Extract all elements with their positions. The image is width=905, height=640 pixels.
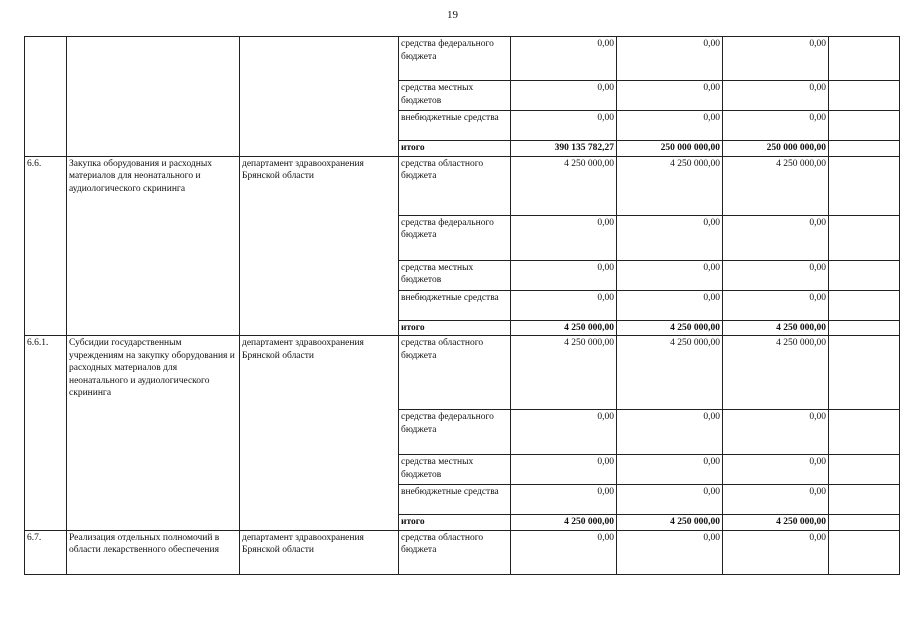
total-amount: 250 000 000,00: [723, 141, 829, 157]
amount-cell: 0,00: [511, 111, 617, 141]
funding-source: средства федерального бюджета: [399, 37, 511, 81]
amount-cell: 0,00: [723, 37, 829, 81]
empty-cell: [829, 515, 900, 531]
amount-cell: 0,00: [617, 530, 723, 574]
table-row: [25, 156, 900, 215]
amount-cell: 0,00: [617, 37, 723, 81]
amount-cell: 0,00: [511, 485, 617, 515]
empty-cell: [829, 156, 900, 215]
amount-cell: 0,00: [511, 290, 617, 320]
amount-cell: 0,00: [617, 111, 723, 141]
amount-cell: 0,00: [511, 455, 617, 485]
empty-cell: [829, 111, 900, 141]
funding-source: средства областного бюджета: [399, 336, 511, 410]
empty-cell: [829, 215, 900, 260]
funding-source: средства федерального бюджета: [399, 410, 511, 455]
budget-table: [24, 36, 900, 575]
item-number: 6.6.1.: [25, 336, 67, 531]
empty-cell: [829, 260, 900, 290]
total-label: итого: [399, 141, 511, 157]
amount-cell: 0,00: [511, 530, 617, 574]
amount-cell: 0,00: [723, 485, 829, 515]
amount-cell: 0,00: [617, 215, 723, 260]
empty-cell: [829, 485, 900, 515]
empty-cell: [829, 141, 900, 157]
amount-cell: 0,00: [617, 455, 723, 485]
empty-cell: [829, 320, 900, 336]
item-executor: департамент здравоохранения Брянской области: [240, 336, 399, 531]
empty-cell: [829, 37, 900, 81]
item-name: Субсидии государственным учреждениям на закупку оборудования и расходных материалов для неонатального и аудиологического скрининга: [67, 336, 240, 531]
amount-cell: 0,00: [511, 260, 617, 290]
funding-source: средства местных бюджетов: [399, 260, 511, 290]
amount-cell: 0,00: [617, 410, 723, 455]
amount-cell: 0,00: [511, 37, 617, 81]
amount-cell: 0,00: [723, 455, 829, 485]
total-amount: 4 250 000,00: [723, 320, 829, 336]
amount-cell: 0,00: [723, 111, 829, 141]
item-number: 6.6.: [25, 156, 67, 336]
total-amount: 4 250 000,00: [511, 320, 617, 336]
item-number: 6.7.: [25, 530, 67, 574]
amount-cell: 4 250 000,00: [617, 156, 723, 215]
item-executor: департамент здравоохранения Брянской области: [240, 156, 399, 336]
total-amount: 4 250 000,00: [511, 515, 617, 531]
amount-cell: 0,00: [511, 81, 617, 111]
item-name: Закупка оборудования и расходных материалов для неонатального и аудиологического скрининга: [67, 156, 240, 336]
empty-cell: [829, 530, 900, 574]
empty-cell: [829, 455, 900, 485]
item-number-cell: [25, 37, 67, 157]
funding-source: средства федерального бюджета: [399, 215, 511, 260]
page-number: 19: [447, 9, 458, 21]
amount-cell: 4 250 000,00: [511, 156, 617, 215]
funding-source: средства областного бюджета: [399, 530, 511, 574]
executor-cell: [240, 37, 399, 157]
funding-source: средства областного бюджета: [399, 156, 511, 215]
table-row: [25, 530, 900, 574]
amount-cell: 4 250 000,00: [617, 336, 723, 410]
empty-cell: [829, 336, 900, 410]
total-amount: 250 000 000,00: [617, 141, 723, 157]
funding-source: внебюджетные средства: [399, 485, 511, 515]
table-row: [25, 37, 900, 81]
funding-source: средства местных бюджетов: [399, 81, 511, 111]
total-label: итого: [399, 515, 511, 531]
amount-cell: 0,00: [511, 410, 617, 455]
table-row: [25, 336, 900, 410]
amount-cell: 4 250 000,00: [723, 156, 829, 215]
total-amount: 4 250 000,00: [723, 515, 829, 531]
empty-cell: [829, 290, 900, 320]
amount-cell: 0,00: [723, 260, 829, 290]
empty-cell: [829, 410, 900, 455]
total-amount: 390 135 782,27: [511, 141, 617, 157]
amount-cell: 0,00: [617, 290, 723, 320]
amount-cell: 0,00: [617, 260, 723, 290]
amount-cell: 0,00: [723, 81, 829, 111]
item-executor: департамент здравоохранения Брянской области: [240, 530, 399, 574]
funding-source: средства местных бюджетов: [399, 455, 511, 485]
amount-cell: 4 250 000,00: [511, 336, 617, 410]
item-name-cell: [67, 37, 240, 157]
total-amount: 4 250 000,00: [617, 320, 723, 336]
empty-cell: [829, 81, 900, 111]
amount-cell: 0,00: [723, 215, 829, 260]
amount-cell: 4 250 000,00: [723, 336, 829, 410]
funding-source: внебюджетные средства: [399, 111, 511, 141]
amount-cell: 0,00: [617, 81, 723, 111]
amount-cell: 0,00: [617, 485, 723, 515]
amount-cell: 0,00: [511, 215, 617, 260]
amount-cell: 0,00: [723, 290, 829, 320]
amount-cell: 0,00: [723, 530, 829, 574]
total-amount: 4 250 000,00: [617, 515, 723, 531]
total-label: итого: [399, 320, 511, 336]
item-name: Реализация отдельных полномочий в области лекарственного обеспечения: [67, 530, 240, 574]
funding-source: внебюджетные средства: [399, 290, 511, 320]
amount-cell: 0,00: [723, 410, 829, 455]
